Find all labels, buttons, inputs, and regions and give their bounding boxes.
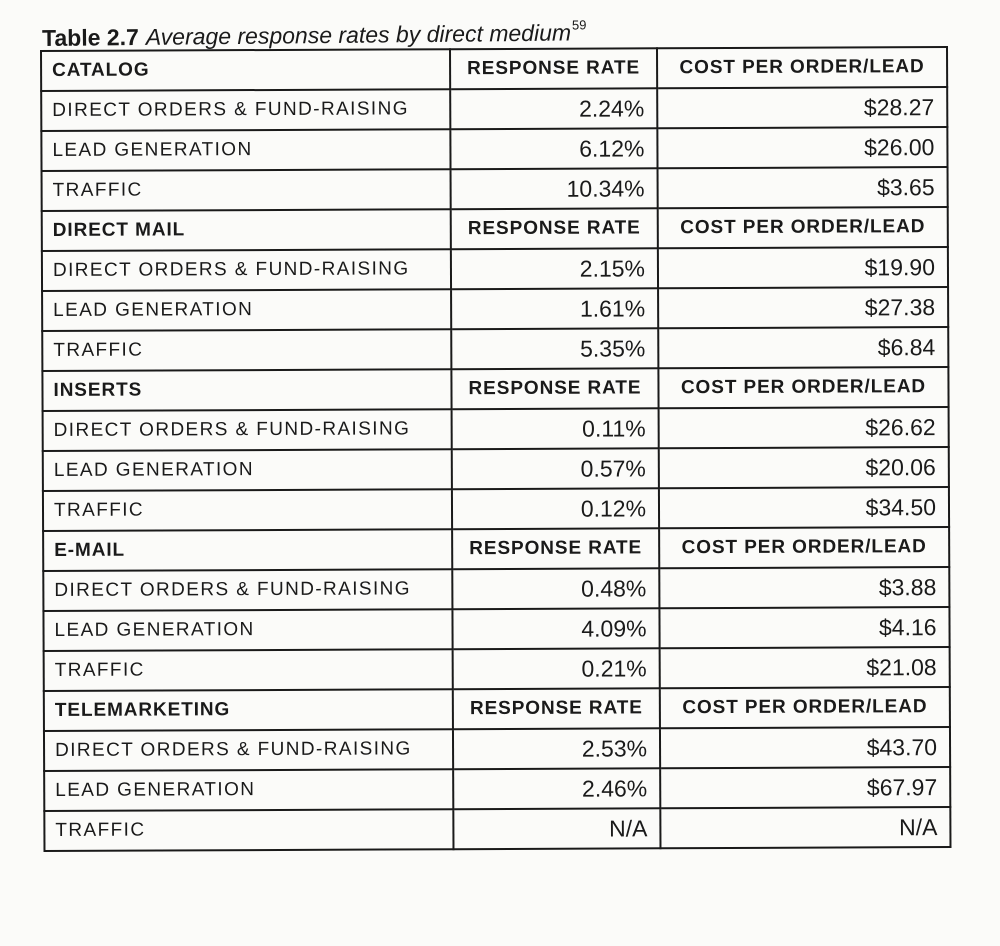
- cost-cell: $26.00: [657, 127, 947, 168]
- table-row: [42, 167, 948, 211]
- table-row: [44, 767, 950, 811]
- row-label: LEAD GENERATION: [43, 609, 452, 651]
- section-name: E-MAIL: [43, 529, 452, 571]
- section-header-row: [44, 687, 950, 731]
- cost-per-order-header: COST PER ORDER/LEAD: [657, 47, 947, 88]
- row-label: DIRECT ORDERS & FUND-RAISING: [43, 569, 452, 611]
- table-row: [41, 127, 947, 171]
- cost-cell: $3.65: [658, 167, 948, 208]
- table-row: [41, 87, 947, 131]
- section-header-row: [43, 527, 949, 571]
- cost-cell: $43.70: [660, 727, 950, 768]
- row-label: TRAFFIC: [43, 489, 452, 531]
- response-rate-header: RESPONSE RATE: [452, 528, 659, 569]
- response-rate-cell: 0.57%: [452, 448, 659, 489]
- row-label: DIRECT ORDERS & FUND-RAISING: [42, 249, 451, 291]
- section-name: TELEMARKETING: [44, 689, 453, 731]
- cost-per-order-header: COST PER ORDER/LEAD: [659, 527, 949, 568]
- response-rate-cell: 6.12%: [450, 128, 657, 169]
- cost-cell: $28.27: [657, 87, 947, 128]
- table-row: [42, 327, 948, 371]
- response-rates-table-container: [40, 46, 949, 852]
- section-name: CATALOG: [41, 49, 450, 91]
- cost-cell: $20.06: [659, 447, 949, 488]
- table-row: [44, 807, 950, 851]
- row-label: TRAFFIC: [42, 329, 451, 371]
- table-row: [42, 247, 948, 291]
- table-row: [43, 407, 949, 451]
- table-row: [44, 727, 950, 771]
- row-label: TRAFFIC: [44, 809, 453, 851]
- response-rate-cell: 2.15%: [451, 248, 658, 289]
- response-rate-cell: 2.53%: [453, 728, 660, 769]
- footnote-marker: 59: [571, 17, 587, 33]
- cost-per-order-header: COST PER ORDER/LEAD: [660, 687, 950, 728]
- response-rate-cell: 0.11%: [452, 408, 659, 449]
- section-header-row: [42, 367, 948, 411]
- cost-per-order-header: COST PER ORDER/LEAD: [658, 207, 948, 248]
- response-rate-cell: N/A: [453, 808, 660, 849]
- row-label: LEAD GENERATION: [41, 129, 450, 171]
- table-number: Table 2.7: [41, 23, 139, 51]
- response-rate-cell: 1.61%: [451, 288, 658, 329]
- response-rate-header: RESPONSE RATE: [451, 368, 658, 409]
- table-row: [44, 647, 950, 691]
- cost-cell: $19.90: [658, 247, 948, 288]
- cost-per-order-header: COST PER ORDER/LEAD: [658, 367, 948, 408]
- response-rate-cell: 10.34%: [451, 168, 658, 209]
- section-header-row: [41, 47, 947, 91]
- row-label: TRAFFIC: [44, 649, 453, 691]
- table-row: [43, 487, 949, 531]
- response-rate-header: RESPONSE RATE: [451, 208, 658, 249]
- table-row: [43, 447, 949, 491]
- response-rates-table: [40, 46, 951, 852]
- response-rate-cell: 0.12%: [452, 488, 659, 529]
- section-name: DIRECT MAIL: [42, 209, 451, 251]
- response-rate-cell: 2.24%: [450, 88, 657, 129]
- cost-cell: $34.50: [659, 487, 949, 528]
- response-rate-cell: 4.09%: [452, 608, 659, 649]
- response-rate-header: RESPONSE RATE: [450, 48, 657, 89]
- cost-cell: N/A: [660, 807, 950, 848]
- section-name: INSERTS: [42, 369, 451, 411]
- row-label: DIRECT ORDERS & FUND-RAISING: [44, 729, 453, 771]
- cost-cell: $6.84: [658, 327, 948, 368]
- table-caption: [41, 5, 942, 51]
- cost-cell: $4.16: [659, 607, 949, 648]
- cost-cell: $26.62: [659, 407, 949, 448]
- row-label: LEAD GENERATION: [44, 769, 453, 811]
- row-label: LEAD GENERATION: [43, 449, 452, 491]
- cost-cell: $3.88: [659, 567, 949, 608]
- response-rate-cell: 5.35%: [451, 328, 658, 369]
- row-label: DIRECT ORDERS & FUND-RAISING: [41, 89, 450, 131]
- response-rate-cell: 0.48%: [452, 568, 659, 609]
- response-rate-cell: 0.21%: [453, 648, 660, 689]
- cost-cell: $27.38: [658, 287, 948, 328]
- response-rate-cell: 2.46%: [453, 768, 660, 809]
- cost-cell: $67.97: [660, 767, 950, 808]
- row-label: LEAD GENERATION: [42, 289, 451, 331]
- cost-cell: $21.08: [660, 647, 950, 688]
- table-title: Average response rates by direct medium: [145, 19, 572, 50]
- table-row: [43, 567, 949, 611]
- table-row: [42, 287, 948, 331]
- section-header-row: [42, 207, 948, 251]
- table-row: [43, 607, 949, 651]
- row-label: TRAFFIC: [42, 169, 451, 211]
- row-label: DIRECT ORDERS & FUND-RAISING: [43, 409, 452, 451]
- response-rate-header: RESPONSE RATE: [453, 688, 660, 729]
